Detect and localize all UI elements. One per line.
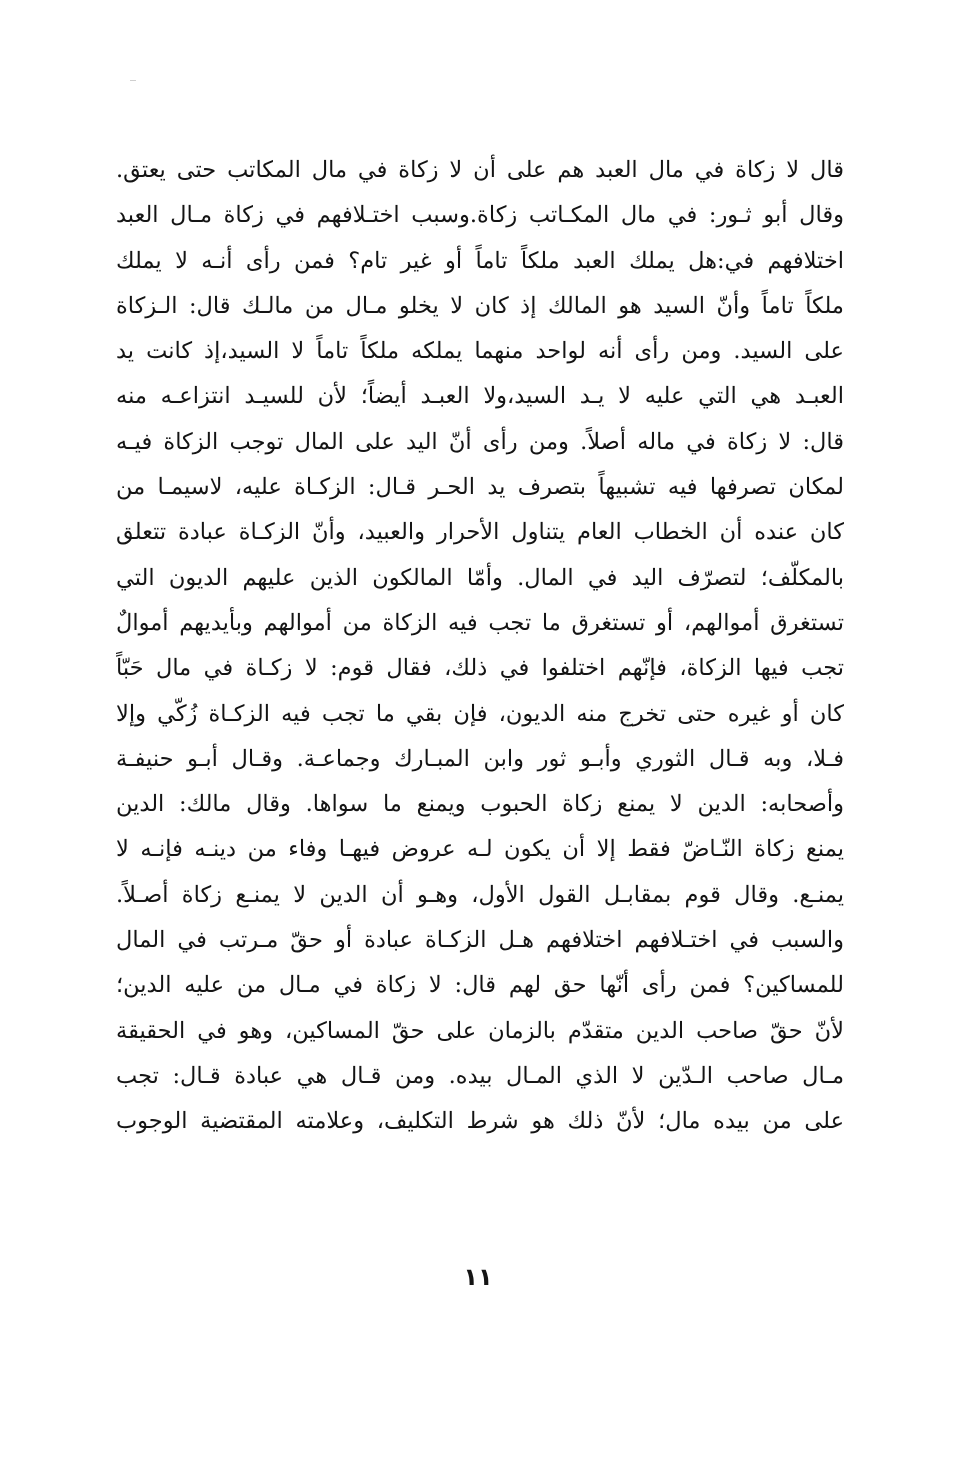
text-line: وأصحابه: الدين لا يمنع زكاة الحبوب ويمنع ما سواها. وقال مالك: الدين [116, 791, 844, 818]
text-line: مـال صاحب الـدّين لا الذي المـال بيده. ومن قـال هي عبادة قـال: تجب [116, 1062, 844, 1089]
text-line: العبـد هي التي عليه لا يـد السيد،ولا العبـد أيضاً؛ لأن للسيـد انتزاعـه منه [116, 383, 844, 410]
corner-mark [130, 80, 136, 81]
text-line: تجب فيها الزكاة، فإنّهم اختلفوا في ذلك، فقال قوم: لا زكـاة في مال حَبّاً [116, 655, 844, 682]
text-line: اختلافهم في:هل يملك العبد ملكاً تاماً أو غير تام؟ فمن رأى أنـه لا يملك [116, 247, 844, 274]
text-line: كان عنده أن الخطاب العام يتناول الأحرار والعبيد، وأنّ الزكـاة عبادة تتعلق [116, 519, 844, 546]
text-line: على من بيده مال؛ لأنّ ذلك هو شرط التكليف، وعلامته المقتضية الوجوب [116, 1108, 844, 1135]
text-line: والسبب في اختـلافهم اختلافهم هـل الزكـاة عبادة أو حقّ مـرتب في المال [116, 927, 844, 954]
text-line: لأنّ حقّ صاحب الدين متقدّم بالزمان على حقّ المساكين، وهو في الحقيقة [116, 1017, 844, 1044]
body-text [116, 148, 844, 1145]
text-line: بالمكلّف؛ لتصرّف اليد في المال. وأمّا المالكون الذين عليهم الديون التي [116, 564, 844, 591]
text-line: قال لا زكاة في مال العبد هم على أن لا زكاة في مال المكاتب حتى يعتق. [116, 157, 844, 183]
text-line: فـلا، وبه قـال الثوري وأبـو ثور وابن المبـارك وجماعـة. وقـال أبـو حنيفـة [116, 745, 844, 772]
text-line: يمنـع. وقال قوم بمقابـل القول الأول، وهـو أن الدين لا يمنـع زكاة أصـلاً. [116, 881, 844, 908]
text-line: لمكان تصرفها فيه تشبيهاً بتصرف يد الحـر قـال: الزكـاة عليه، لاسيمـا من [116, 474, 844, 501]
text-line: قال: لا زكاة في ماله أصلاً. ومن رأى أنّ اليد على المال توجب الزكاة فيـه [116, 428, 844, 455]
text-line: للمساكين؟ فمن رأى أنّها حق لهم قال: لا زكاة في مـال من عليه الدين؛ [116, 972, 844, 999]
text-line: كان أو غيره حتى تخرج منه الديون، فإن بقي ما تجب فيه الزكـاة زُكّي وإلا [116, 700, 844, 727]
text-line: يمنع زكاة النّـاضّ فقط إلا أن يكون لـه عروض فيهـا وفاء من دينـه فإنـه لا [116, 836, 844, 863]
text-line: وقال أبو ثـور: في مال المكـاتب زكاة.وسبب اختـلافهم في زكاة مـال العبد [116, 202, 844, 229]
text-line: ملكاً تاماً وأنّ السيد هو المالك إذ كان لا يخلو مـال من مالـك قال: الـزكاة [116, 292, 844, 319]
text-line: تستغرق أموالهم، أو تستغرق ما تجب فيه الزكاة من أموالهم وبأيديهم أموالٌ [116, 609, 844, 636]
page-number: ١١ [463, 1263, 493, 1291]
text-line: على السيد. ومن رأى أنه لواحد منهما يملكه ملكاً تاماً لا السيد،إذ كانت يد [116, 338, 844, 365]
